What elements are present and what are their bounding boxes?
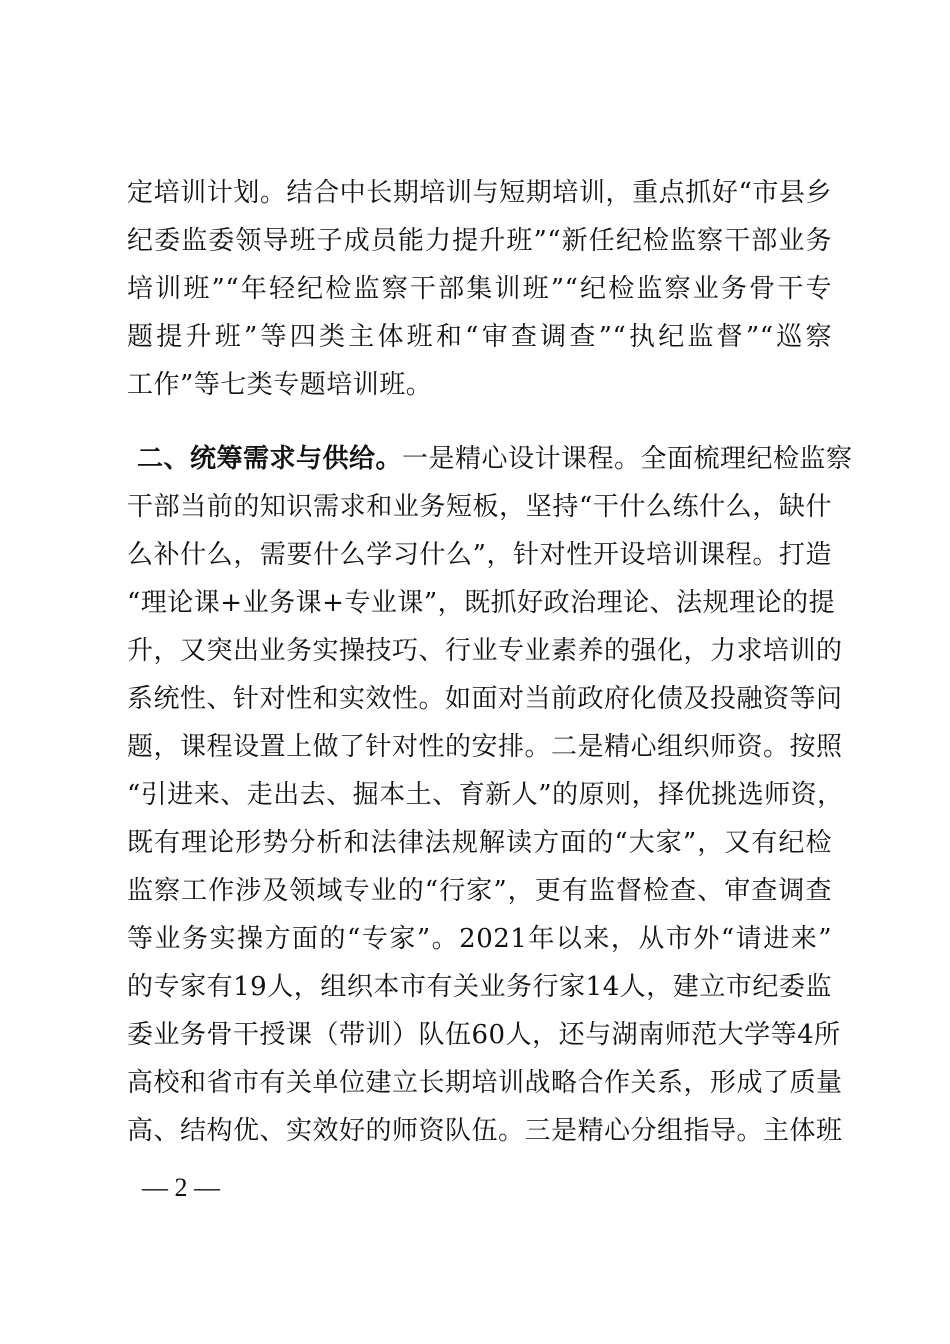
paragraph-line: 题，课程设置上做了针对性的安排。二是精心组织师资。按照 — [127, 732, 843, 762]
section-heading: 二、统筹需求与供给。 — [137, 444, 403, 474]
paragraph-line: 既有理论形势分析和法律法规解读方面的“大家”，又有纪检 — [127, 828, 832, 858]
page-number: — 2 — — [142, 1173, 220, 1202]
paragraph-line: 升，又突出业务实操技巧、行业专业素养的强化，力求培训的 — [127, 636, 843, 666]
paragraph-line: 培训班”“年轻纪检监察干部集训班”“纪检监察业务骨干专 — [127, 274, 832, 304]
paragraph-line: 的专家有19人，组织本市有关业务行家14人，建立市纪委监 — [127, 972, 832, 1002]
paragraph-training-plan — [127, 169, 832, 409]
paragraph-text: 一是精心设计课程。全面梳理纪检监察 — [402, 444, 853, 474]
paragraph-line: “引进来、走出去、掘本土、育新人”的原则，择优挑选师资， — [127, 780, 844, 810]
paragraph-supply-demand — [127, 435, 853, 1155]
paragraph-line: 系统性、针对性和实效性。如面对当前政府化债及投融资等问 — [127, 684, 843, 714]
paragraph-line: 高、结构优、实效好的师资队伍。三是精心分组指导。主体班 — [127, 1116, 843, 1146]
paragraph-line: 么补什么，需要什么学习什么”，针对性开设培训课程。打造 — [127, 540, 832, 570]
paragraph-line: 等业务实操方面的“专家”。2021年以来，从市外“请进来” — [127, 924, 832, 954]
paragraph-line: 监察工作涉及领域专业的“行家”，更有监督检查、审查调查 — [127, 876, 832, 906]
paragraph-line: 委业务骨干授课（带训）队伍60人，还与湖南师范大学等4所 — [127, 1020, 841, 1050]
paragraph-line: 题提升班”等四类主体班和“审查调查”“执纪监督”“巡察 — [127, 322, 832, 352]
paragraph-first-line — [127, 435, 853, 483]
paragraph-line: 纪委监委领导班子成员能力提升班”“新任纪检监察干部业务 — [127, 226, 832, 256]
paragraph-line: 高校和省市有关单位建立长期培训战略合作关系，形成了质量 — [127, 1068, 843, 1098]
paragraph-line: “理论课+业务课+专业课”，既抓好政治理论、法规理论的提 — [127, 588, 836, 618]
paragraph-line: 工作”等七类专题培训班。 — [127, 370, 433, 400]
paragraph-line: 定培训计划。结合中长期培训与短期培训，重点抓好“市县乡 — [127, 178, 832, 208]
paragraph-line: 干部当前的知识需求和业务短板，坚持“干什么练什么，缺什 — [127, 492, 832, 522]
